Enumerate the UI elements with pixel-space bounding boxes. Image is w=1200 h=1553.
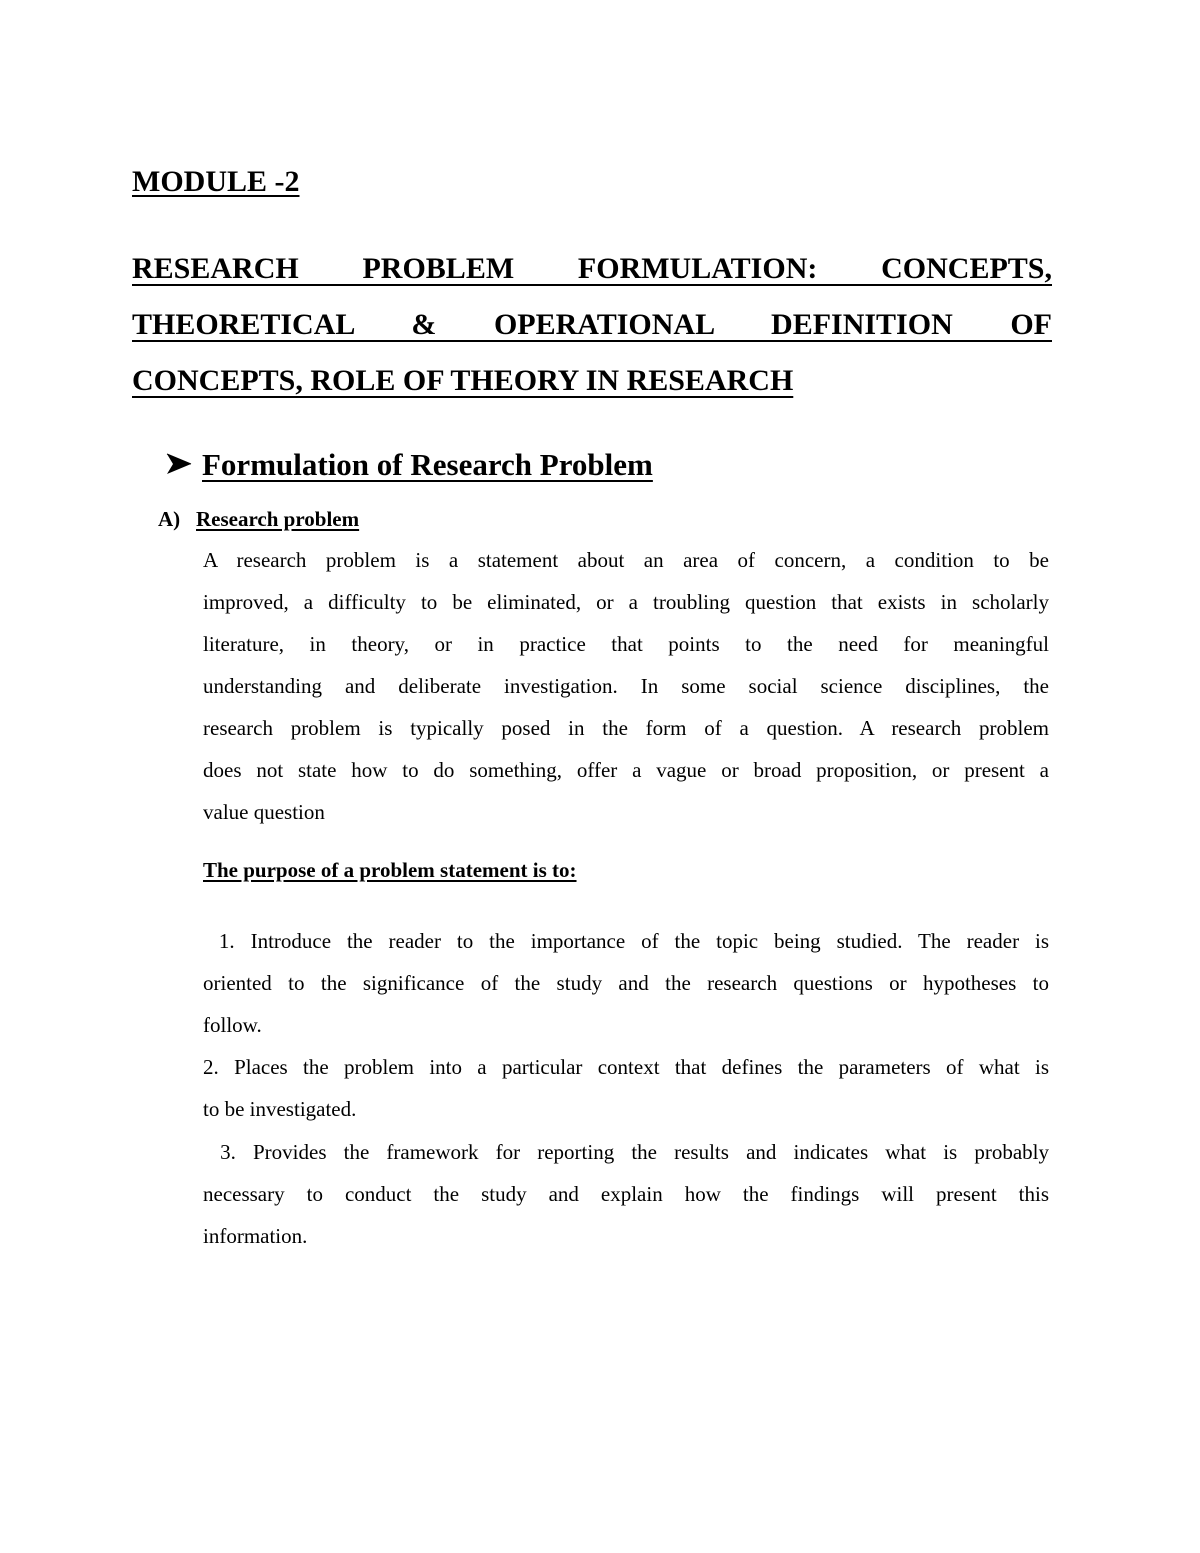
text-line: necessary to conduct the study and explain how the findings will present this [203, 1182, 1049, 1206]
purpose-item-2 [203, 1046, 1049, 1130]
main-title-line: RESEARCH PROBLEM FORMULATION: CONCEPTS, [132, 252, 1052, 285]
definition-paragraph [203, 539, 1049, 833]
main-title-line: THEORETICAL & OPERATIONAL DEFINITION OF [132, 308, 1052, 341]
subsection-marker: A) [158, 507, 181, 531]
text-line: oriented to the significance of the study and the research questions or hypotheses to [203, 971, 1049, 995]
text-line: understanding and deliberate investigation. In some social science disciplines, the [203, 674, 1049, 698]
section-heading [164, 443, 653, 487]
purpose-item-1 [203, 920, 1049, 1046]
text-line: 2. Places the problem into a particular context that defines the parameters of what is [203, 1055, 1049, 1079]
subsection-heading [158, 505, 359, 533]
text-line: value question [203, 800, 325, 824]
text-line: 1. Introduce the reader to the importance of the topic being studied. The reader is [203, 929, 1049, 953]
text-line: literature, in theory, or in practice that points to the need for meaningful [203, 632, 1049, 656]
main-title [132, 241, 1052, 409]
purpose-heading: The purpose of a problem statement is to: [203, 858, 577, 882]
arrow-right-icon [164, 449, 194, 479]
module-title: MODULE -2 [132, 165, 300, 198]
text-line: information. [203, 1224, 308, 1248]
text-line: improved, a difficulty to be eliminated, or a troubling question that exists in scholarly [203, 590, 1049, 614]
text-line: does not state how to do something, offer a vague or broad proposition, or present a [203, 758, 1049, 782]
text-line: A research problem is a statement about an area of concern, a condition to be [203, 548, 1049, 572]
subsection-heading-label: Research problem [196, 507, 360, 531]
text-line: to be investigated. [203, 1097, 357, 1121]
main-title-line: CONCEPTS, ROLE OF THEORY IN RESEARCH [132, 364, 794, 397]
purpose-item-3 [203, 1131, 1049, 1257]
text-line: follow. [203, 1013, 262, 1037]
text-line: research problem is typically posed in the form of a question. A research problem [203, 716, 1049, 740]
text-line: 3. Provides the framework for reporting the results and indicates what is probably [203, 1140, 1049, 1164]
section-heading-label: Formulation of Research Problem [202, 447, 653, 482]
